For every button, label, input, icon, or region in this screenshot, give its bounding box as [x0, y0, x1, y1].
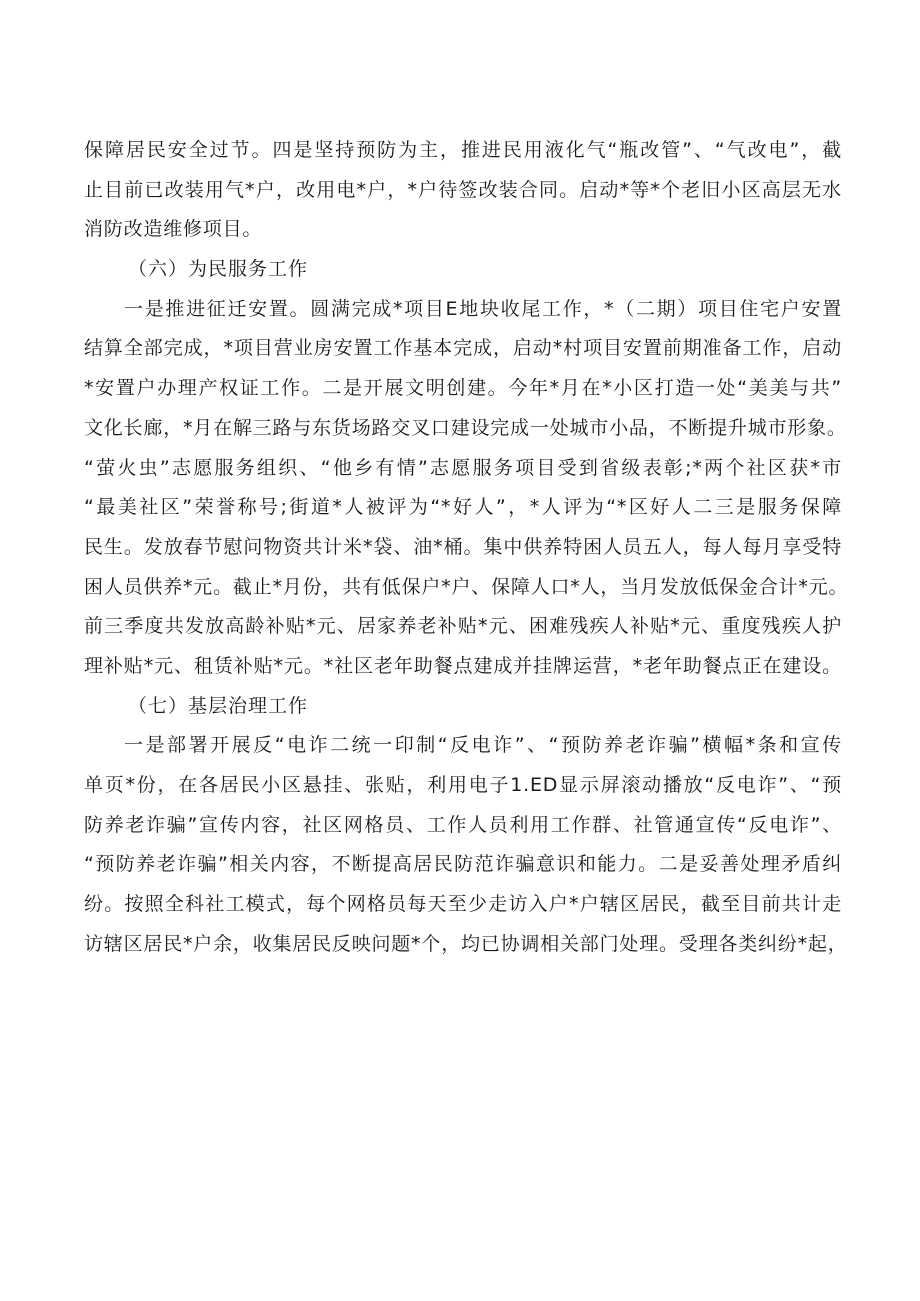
text-line: 文化长廊，*月在解三路与东货场路交叉口建设完成一处城市小品，不断提升城市形象。 — [84, 416, 847, 439]
text-line: 理补贴*元、租赁补贴*元。*社区老年助餐点建成并挂牌运营，*老年助餐点正在建设。 — [84, 654, 842, 677]
section-heading-7: （七）基层治理工作 — [128, 694, 309, 717]
text-line: 保障居民安全过节。四是坚持预防为主，推进民用液化气“瓶改管”、“气改电”，截 — [84, 139, 842, 161]
text-line: 一是推进征迁安置。圆满完成*项目E地块收尾工作，*（二期）项目住宅户安置 — [124, 297, 842, 320]
text-line: “最美社区”荣誉称号;街道*人被评为“*好人”，*人评为“*区好人二三是服务保障 — [84, 496, 842, 519]
section-heading-6: （六）为民服务工作 — [128, 258, 309, 281]
text-line: 单页*份，在各居民小区悬挂、张贴，利用电子1.ED显示屏滚动播放“反电诈”、“预 — [84, 774, 842, 796]
paragraph-continuation — [84, 131, 842, 250]
text-line: *安置户办理产权证工作。二是开展文明创建。今年*月在*小区打造一处“美美与共” — [84, 377, 842, 400]
text-line: “预防养老诈骗”相关内容，不断提高居民防范诈骗意识和能力。二是妥善处理矛盾纠 — [84, 853, 842, 876]
text-line: 困人员供养*元。截止*月份，共有低保户*户、保障人口*人，当月发放低保金合计*元。 — [84, 575, 849, 598]
document-body — [84, 131, 849, 964]
text-line: 纷。按照全科社工模式，每个网格员每天至少走访入户*户辖区居民，截至目前共计走 — [84, 893, 842, 916]
text-line: 民生。发放春节慰问物资共计米*袋、油*桶。集中供养特困人员五人，每人每月享受特 — [84, 535, 842, 558]
text-line: 结算全部完成，*项目营业房安置工作基本完成，启动*村项目安置前期准备工作，启动 — [84, 337, 842, 360]
text-line: 消防改造维修项目。 — [84, 218, 263, 241]
text-line: 防养老诈骗”宣传内容，社区网格员、工作人员利用工作群、社管通宣传“反电诈”、 — [84, 813, 842, 836]
text-line: 止目前已改装用气*户，改用电*户，*户待签改装合同。启动*等*个老旧小区高层无水 — [84, 178, 842, 201]
section-6-paragraph — [84, 290, 849, 687]
text-line: “萤火虫”志愿服务组织、“他乡有情”志愿服务项目受到省级表彰;*两个社区获*市 — [84, 456, 842, 479]
section-7-paragraph — [84, 726, 848, 964]
text-line: 访辖区居民*户余，收集居民反映问题*个，均已协调相关部门处理。受理各类纠纷*起， — [84, 932, 848, 955]
text-line: 一是部署开展反“电诈二统一印制“反电诈”、“预防养老诈骗”横幅*条和宣传 — [124, 734, 842, 757]
text-line: 前三季度共发放高龄补贴*元、居家养老补贴*元、困难残疾人补贴*元、重度残疾人护 — [84, 615, 842, 638]
